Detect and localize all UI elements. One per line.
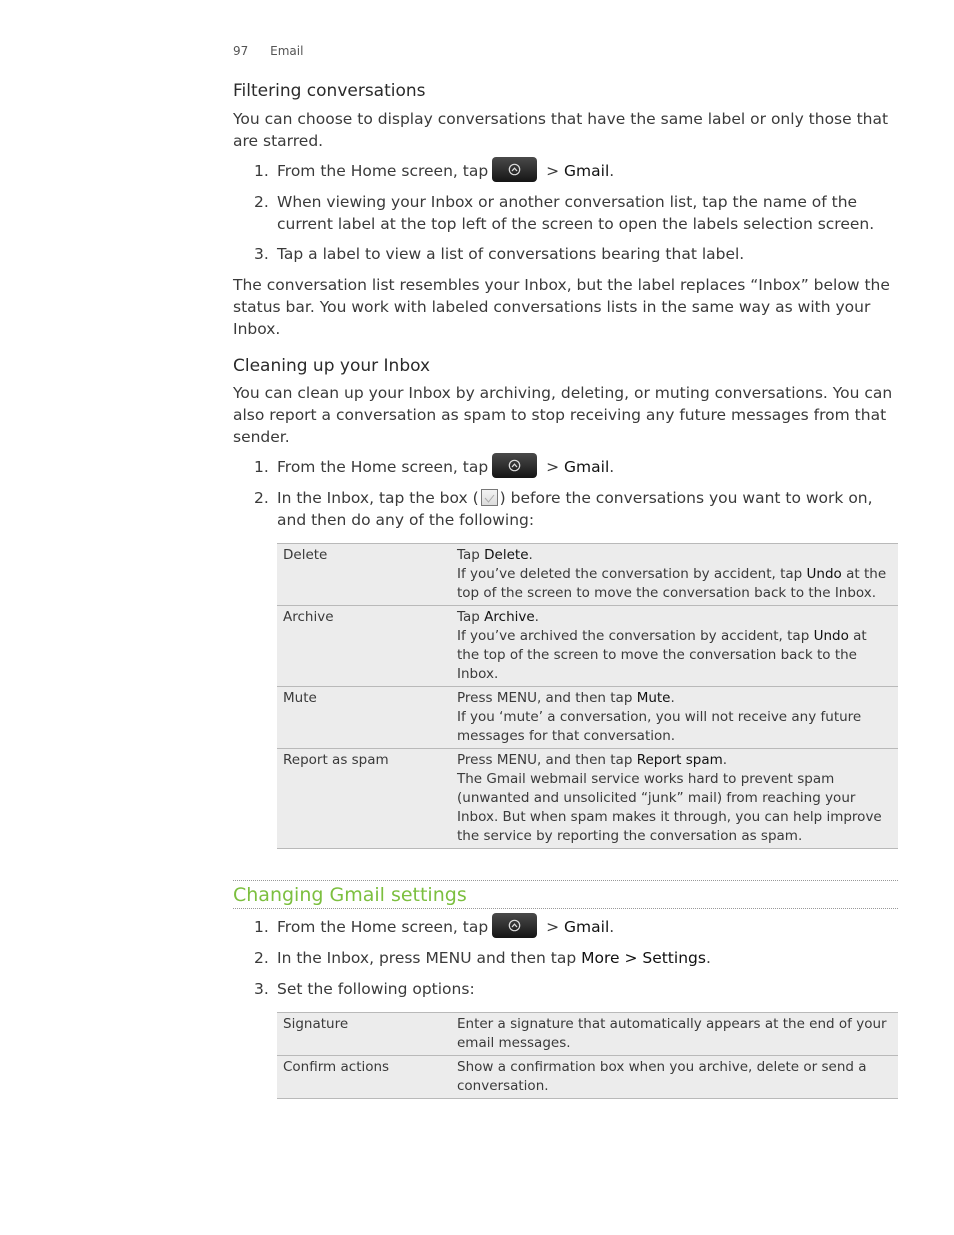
settings-options-table <box>277 1012 898 1099</box>
manual-page: 97 Email Filtering conversations You can choose to display conversations that have the same label or only those that are starred. 1. From the Home screen, tap > Gmail. 2. When viewing your Inbox or another conversation list, tap the name of the current label at the top left of the screen to open the labels selection screen. 3. Tap a label to view a list of conversations bearing that label. The conversation list resembles your Inbox, but the label replaces “Inbox” below the status bar. You work with labeled conversations lists in the same way as with your Inbox. Cleaning up your Inbox You can clean up your Inbox by archiving, deleting, or muting conversations. You can also report a conversation as spam to stop receiving any future messages from that sender. 1. From the Home screen, tap > Gmail. 2. In the Inbox, tap the box ( ) before the conversations you want to work on, and then do any of the following: Delete Tap Delete. If you’ve deleted the conversation by accident, tap Undo at the top of the screen to move the conversation back to the Inbox. Archive Tap Archive. If you’ve archived the conversation by accident, tap Undo at the top of the screen to move the conversation back to the Inbox. Mute Press MENU, and then tap Mute. If you ‘mute’ a conversation, you will not receive any future messages for that conversation. Report as spam Press MENU, and then tap Report spam. The Gmail webmail service works hard to prevent spam (unwanted and unsolicited “junk” mail) from reaching your Inbox. But when spam makes it through, you can help improve the service by reporting the conversation as spam. Changing Gmail settings 1. From the Home screen, tap > Gmail. 2. In the Inbox, press MENU and then tap More > Settings. 3. Set the following options: Signature Enter a signature that automatically appears at the end of your email messages. Confirm actions Show a confirmation box when you archive, delete or send a conversation. <box>0 0 954 1235</box>
page-header <box>233 44 321 58</box>
table-row: Report as spam Press MENU, and then tap Report spam. The Gmail webmail service works hard to prevent spam (unwanted and unsolicited “junk” mail) from reaching your Inbox. But when spam makes it through, you can help improve the service by reporting the conversation as spam. <box>277 749 898 849</box>
table-row: Signature Enter a signature that automatically appears at the end of your email messages. <box>277 1013 898 1056</box>
settings-title: Changing Gmail settings <box>233 884 467 906</box>
chapter-name: Email <box>270 44 304 58</box>
all-apps-button-icon <box>492 913 537 938</box>
cleaning-options-table <box>277 543 898 849</box>
section-divider-bottom <box>233 908 898 909</box>
table-row: Archive Tap Archive. If you’ve archived the conversation by accident, tap Undo at the top of the screen to move the conversation back to the Inbox. <box>277 606 898 687</box>
cleaning-title: Cleaning up your Inbox <box>233 356 431 376</box>
checkbox-icon <box>481 489 498 506</box>
filtering-outro: The conversation list resembles your Inbox, but the label replaces “Inbox” below the status bar. You work with labeled conversations lists in the same way as with your Inbox. <box>233 276 890 338</box>
filtering-intro: You can choose to display conversations that have the same label or only those that are starred. <box>233 110 889 150</box>
cleaning-intro: You can clean up your Inbox by archiving, deleting, or muting conversations. You can also report a conversation as spam to stop receiving any future messages from that sender. <box>233 384 893 446</box>
table-row: Mute Press MENU, and then tap Mute. If you ‘mute’ a conversation, you will not receive any future messages for that conversation. <box>277 687 898 749</box>
table-row: Delete Tap Delete. If you’ve deleted the conversation by accident, tap Undo at the top of the screen to move the conversation back to the Inbox. <box>277 544 898 606</box>
section-divider-top <box>233 880 898 881</box>
table-row: Confirm actions Show a confirmation box when you archive, delete or send a conversation. <box>277 1056 898 1099</box>
all-apps-button-icon <box>492 157 537 182</box>
filtering-title: Filtering conversations <box>233 81 426 101</box>
page-number: 97 <box>233 44 249 58</box>
all-apps-button-icon <box>492 453 537 478</box>
